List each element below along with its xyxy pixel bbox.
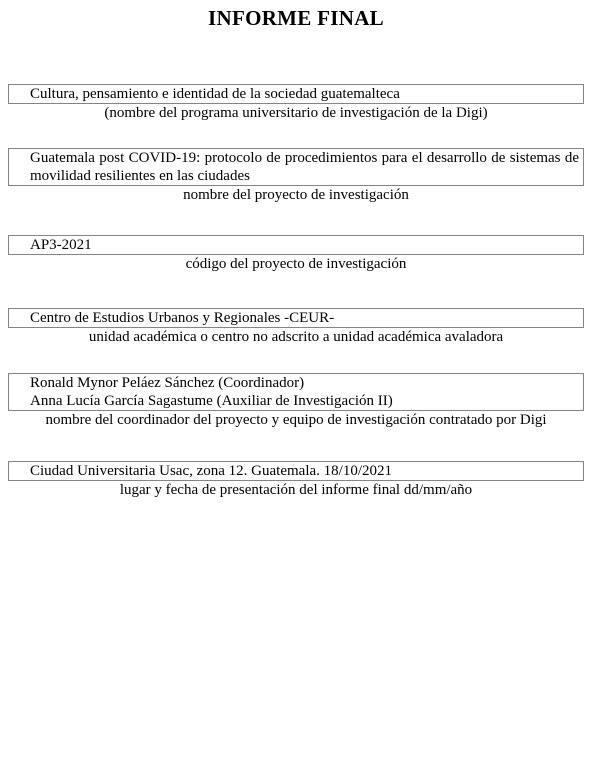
field-box [8,373,584,411]
field-box [8,308,584,328]
field-value-line: Ronald Mynor Peláez Sánchez (Coordinador) [30,375,305,391]
form-field [8,373,584,429]
field-value-line: Guatemala post COVID-19: protocolo de procedimientos para el desarrollo de sistemas de movilidad resilientes en las ciudades [30,150,579,184]
form-field [8,461,584,499]
field-caption: nombre del proyecto de investigación [183,187,409,203]
report-cover-page [0,6,600,773]
fields-container [8,84,584,499]
page-title: INFORME FINAL [208,6,384,30]
field-value-line: Anna Lucía García Sagastume (Auxiliar de Investigación II) [30,393,393,409]
field-caption: lugar y fecha de presentación del informe final dd/mm/año [119,482,473,498]
field-value-line: AP3-2021 [30,237,92,253]
form-field [8,148,584,204]
field-value-line: Cultura, pensamiento e identidad de la sociedad guatemalteca [30,86,400,102]
field-value-line: Centro de Estudios Urbanos y Regionales -CEUR- [30,310,335,326]
field-caption: código del proyecto de investigación [185,256,407,272]
form-field [8,308,584,346]
field-box [8,461,584,481]
field-box [8,84,584,104]
form-field [8,235,584,273]
field-caption: nombre del coordinador del proyecto y equipo de investigación contratado por Digi [45,412,547,428]
field-caption: (nombre del programa universitario de investigación de la Digi) [104,105,488,121]
field-caption: unidad académica o centro no adscrito a unidad académica avaladora [88,329,504,345]
form-field [8,84,584,122]
field-box [8,148,584,186]
field-value-line: Ciudad Universitaria Usac, zona 12. Guatemala. 18/10/2021 [30,463,392,479]
field-box [8,235,584,255]
